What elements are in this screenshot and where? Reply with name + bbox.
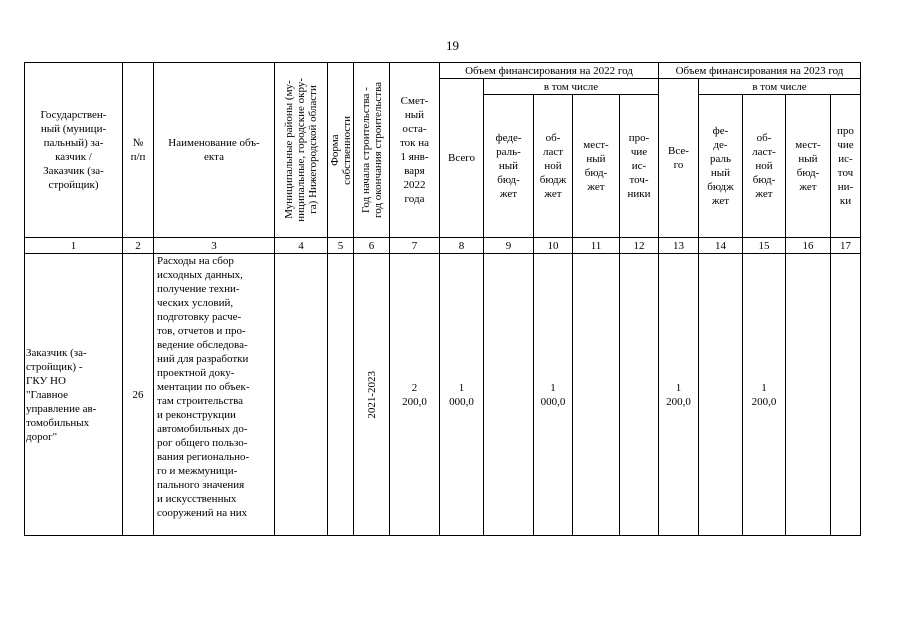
- row-regional-2022: 1 000,0: [534, 254, 573, 536]
- header-customer: Государствен- ный (муници- пальный) за- казчик / Заказчик (за- стройщик): [25, 63, 123, 238]
- row-district: [275, 254, 328, 536]
- header-fin-2022: Объем финансирования на 2022 год: [440, 63, 659, 79]
- column-number: 13: [659, 238, 699, 254]
- header-fin-2023: Объем финансирования на 2023 год: [659, 63, 861, 79]
- row-regional-2023: 1 200,0: [743, 254, 786, 536]
- header-other-2022: про- чие ис- точ- ники: [620, 95, 659, 238]
- column-number: 16: [786, 238, 831, 254]
- row-customer: Заказчик (за- стройщик) - ГКУ НО "Главное управление ав- томобильных дорог": [25, 254, 123, 536]
- row-ownership: [328, 254, 354, 536]
- header-regional-2022: об- ласт ной бюдж жет: [534, 95, 573, 238]
- header-ownership-line1: Форма: [328, 134, 341, 166]
- column-number: 10: [534, 238, 573, 254]
- header-incl-2023: в том числе: [699, 79, 861, 95]
- column-number: 4: [275, 238, 328, 254]
- row-years-text: 2021-2023: [365, 370, 378, 419]
- column-number: 12: [620, 238, 659, 254]
- row-federal-2023: [699, 254, 743, 536]
- column-number: 17: [831, 238, 861, 254]
- header-years-text: Год начала строительства - год окончания строительства: [359, 82, 384, 218]
- row-total-2023: 1 200,0: [659, 254, 699, 536]
- column-number: 14: [699, 238, 743, 254]
- header-incl-2022: в том числе: [484, 79, 659, 95]
- header-total-2022: Всего: [440, 79, 484, 238]
- row-local-2023: [786, 254, 831, 536]
- row-local-2022: [573, 254, 620, 536]
- row-balance: 2 200,0: [390, 254, 440, 536]
- header-districts: [275, 63, 328, 238]
- row-other-2023: [831, 254, 861, 536]
- page-number: 19: [446, 38, 459, 53]
- header-federal-2022: феде- раль- ный бюд- жет: [484, 95, 534, 238]
- row-federal-2022: [484, 254, 534, 536]
- column-number: 15: [743, 238, 786, 254]
- row-object-name: Расходы на сбор исходных данных, получение техни- ческих условий, подготовку расче- тов, отчетов и про- ведение обследова- ний для разработки проектной доку- ментации по объек- там строительства и реконструкции автомобильных до- рог общего пользо- вания регионально- го и межмуници- пального значения и искусственных сооружений на них: [154, 254, 275, 536]
- header-local-2023: мест- ный бюд- жет: [786, 95, 831, 238]
- header-total-2023: Все- го: [659, 79, 699, 238]
- header-object-name: Наименование объ- екта: [154, 63, 275, 238]
- header-years: [354, 63, 390, 238]
- table-row: [25, 254, 861, 536]
- column-number: 11: [573, 238, 620, 254]
- row-num: 26: [123, 254, 154, 536]
- column-number: 9: [484, 238, 534, 254]
- column-number: 6: [354, 238, 390, 254]
- header-balance: Смет- ный оста- ток на 1 янв- варя 2022 года: [390, 63, 440, 238]
- column-number: 7: [390, 238, 440, 254]
- column-number-row: [25, 238, 861, 254]
- row-years: [354, 254, 390, 536]
- column-number: 3: [154, 238, 275, 254]
- header-regional-2023: об- ласт- ной бюд- жет: [743, 95, 786, 238]
- column-number: 8: [440, 238, 484, 254]
- row-other-2022: [620, 254, 659, 536]
- header-other-2023: про чие ис- точ ни- ки: [831, 95, 861, 238]
- header-ownership: [328, 63, 354, 238]
- header-federal-2023: фе- де- раль ный бюдж жет: [699, 95, 743, 238]
- row-total-2022: 1 000,0: [440, 254, 484, 536]
- header-num: № п/п: [123, 63, 154, 238]
- header-ownership-line2: собственности: [340, 115, 353, 185]
- header-districts-text: Муниципальные районы (му- ниципальные, городские окру- га) Нижегородской области: [283, 78, 319, 222]
- column-number: 2: [123, 238, 154, 254]
- financing-table: [24, 62, 861, 536]
- header-ownership-text: [329, 116, 353, 185]
- column-number: 5: [328, 238, 354, 254]
- column-number: 1: [25, 238, 123, 254]
- header-local-2022: мест- ный бюд- жет: [573, 95, 620, 238]
